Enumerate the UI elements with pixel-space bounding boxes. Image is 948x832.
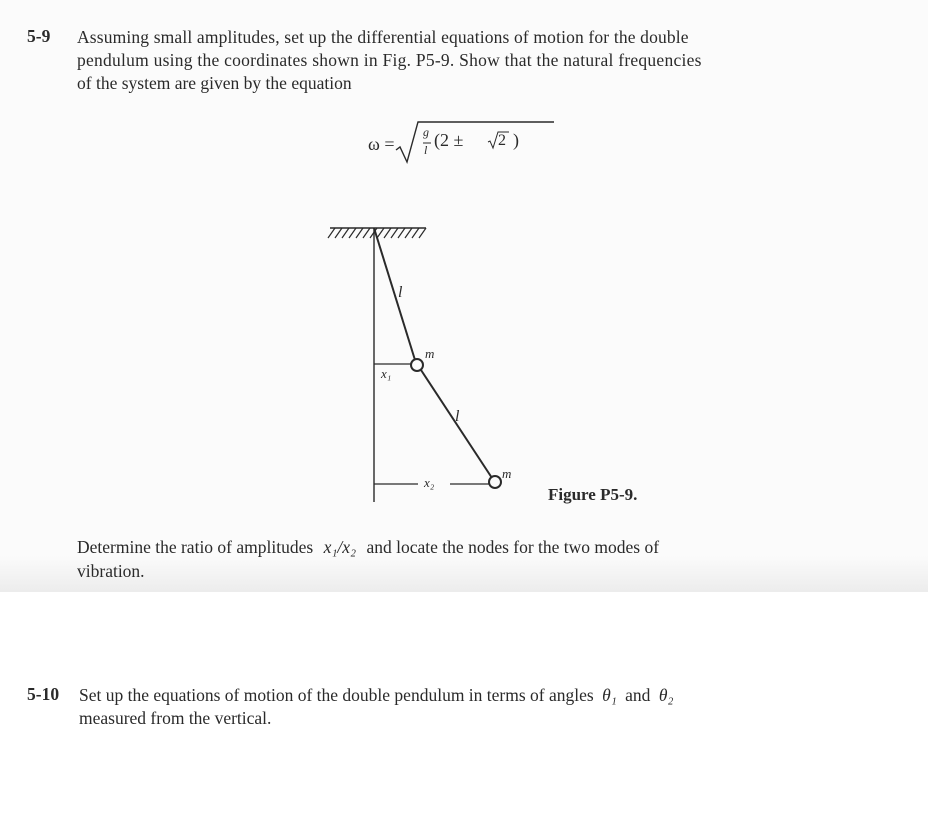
label-x2: x₂ — [424, 475, 435, 490]
followup-text-a: Determine the ratio of amplitudes — [77, 537, 314, 557]
problem-5-9-line-2: pendulum using the coordinates shown in Fig. P5-9. Show that the natural frequencies — [77, 50, 702, 70]
problem-5-10-line-2: measured from the vertical. — [79, 708, 272, 728]
natural-frequency-formula — [368, 116, 568, 166]
formula-l: l — [424, 143, 428, 157]
formula-omega: ω = — [368, 134, 395, 154]
label-m-bottom: m — [502, 466, 512, 481]
figure-caption: Figure P5-9. — [548, 485, 638, 504]
followup-text-b: and locate the nodes for the two modes of — [366, 537, 660, 557]
problem-5-9-line-3: of the system are given by the equation — [77, 73, 352, 93]
problem-5-10-line-1 — [79, 684, 674, 707]
problem-number-5-10: 5-10 — [27, 684, 60, 704]
label-l-bottom: l — [455, 408, 460, 425]
formula-sqrt-arg: 2 — [498, 132, 506, 149]
theta-1: θ₁ — [602, 685, 617, 705]
and-word: and — [625, 685, 651, 705]
upper-mass — [411, 359, 423, 371]
formula-paren-open: (2 ± — [434, 130, 464, 150]
label-m-top: m — [425, 346, 435, 361]
lower-mass — [489, 476, 501, 488]
problem-number-5-9: 5-9 — [27, 26, 51, 46]
problem-5-9-followup-line-1 — [77, 536, 659, 559]
problem-5-9-line-1: Assuming small amplitudes, set up the differential equations of motion for the double — [77, 27, 689, 47]
label-l-top: l — [398, 284, 403, 301]
label-x1: x₁ — [381, 366, 392, 381]
double-pendulum-figure — [318, 208, 578, 508]
theta-2: θ₂ — [658, 685, 674, 705]
formula-g: g — [423, 125, 429, 139]
formula-paren-close: ) — [513, 130, 519, 150]
problem-5-10-text: Set up the equations of motion of the double pendulum in terms of angles — [79, 685, 594, 705]
radical-sign — [368, 116, 568, 166]
problem-5-9-followup-line-2: vibration. — [77, 561, 145, 581]
amplitude-ratio: x₁/x₂ — [323, 537, 357, 557]
upper-rod — [374, 228, 415, 360]
